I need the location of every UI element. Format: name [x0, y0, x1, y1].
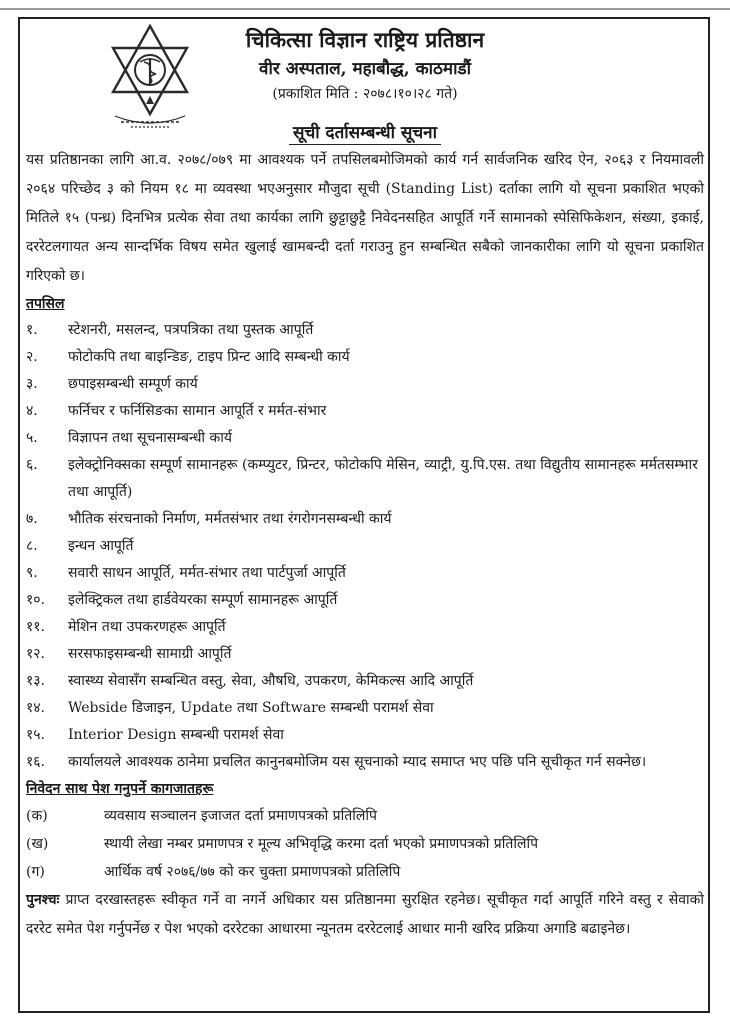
document-item: [26, 858, 704, 886]
notice-title-wrap: [0, 120, 730, 143]
item-number: ७.: [26, 511, 38, 527]
list-item: [26, 722, 704, 749]
published-date: (प्रकाशित मिति : २०७८।१०।२८ गते): [272, 86, 458, 102]
list-item: [26, 749, 704, 776]
list-item: [26, 317, 704, 344]
item-text: सवारी साधन आपूर्ति, मर्मत-संभार तथा पार्टपुर्जा आपूर्ति: [68, 565, 346, 581]
item-number: १.: [26, 322, 38, 338]
document-text: आर्थिक वर्ष २०७६/७७ को कर चुक्ता प्रमाणपत्रको प्रतिलिपि: [104, 864, 401, 880]
list-item: [26, 371, 704, 398]
item-text: इन्धन आपूर्ति: [68, 538, 134, 554]
header: [200, 24, 530, 106]
postscript-text: प्राप्त दरखास्तहरू स्वीकृत गर्ने वा नगर्ने अधिकार यस प्रतिष्ठानमा सुरक्षित रहनेछ। सूचीकृत गर्दा आपूर्ति गरिने वस्तु र सेवाको दररेट समेत पेश गर्नुपर्नेछ र पेश भएको दररेटका आधारमा न्यूनतम दररेटलाई आधार मानी खरिद प्रक्रिया अगाडि बढाइनेछ।: [26, 892, 704, 937]
intro-paragraph: यस प्रतिष्ठानका लागि आ.व. २०७८/०७९ मा आवश्यक पर्ने तपसिलबमोजिमको कार्य गर्न सार्वजनिक खरिद ऐन, २०६३ र नियमावली २०६४ परिच्छेद ३ को नियम १८ मा व्यवस्था भएअनुसार मौजुदा सूची (Standing List) दर्ताका लागि यो सूचना प्रकाशित भएको मितिले १५ (पन्ध्र) दिनभित्र प्रत्येक सेवा तथा कार्यका लागि छुट्टाछुट्टै निवेदनसहित आपूर्ति गर्ने सामानको स्पेसिफिकेशन, संख्या, इकाई, दररेटलगायत अन्य सान्दर्भिक विषय समेत खुलाई खामबन्दी दर्ता गराउनु हुन सम्बन्धित सबैको जानकारीका लागि यो सूचना प्रकाशित गरिएको छ।: [26, 152, 704, 284]
list-item: [26, 533, 704, 560]
item-number: १०.: [26, 592, 46, 608]
item-number: ८.: [26, 538, 38, 554]
item-text: फर्निचर र फर्निसिङका सामान आपूर्ति र मर्मत-संभार: [68, 403, 327, 419]
item-text: फोटोकपि तथा बाइन्डिङ, टाइप प्रिन्ट आदि सम्बन्धी कार्य: [68, 349, 350, 365]
hospital-address: वीर अस्पताल, महाबौद्ध, काठमाडौं: [259, 59, 471, 79]
item-text: मेशिन तथा उपकरणहरू आपूर्ति: [68, 619, 226, 635]
document-text: व्यवसाय सञ्चालन इजाजत दर्ता प्रमाणपत्रको प्रतिलिपि: [104, 808, 377, 824]
item-number: १३.: [26, 673, 46, 689]
list-item: [26, 587, 704, 614]
item-text: Webside डिजाइन, Update तथा Software सम्बन्धी परामर्श सेवा: [68, 700, 434, 716]
item-number: १२.: [26, 646, 46, 662]
item-number: १६.: [26, 754, 46, 770]
list-item: [26, 506, 704, 533]
item-number: २.: [26, 349, 38, 365]
postscript: [26, 886, 704, 944]
list-item: [26, 668, 704, 695]
item-text: स्वास्थ्य सेवासँग सम्बन्धित वस्तु, सेवा, औषधि, उपकरण, केमिकल्स आदि आपूर्ति: [68, 673, 474, 689]
document-number: (ख): [26, 836, 49, 852]
notice-title: सूची दर्तासम्बन्धी सूचना: [289, 123, 441, 145]
document-item: [26, 802, 704, 830]
documents-heading: निवेदन साथ पेश गनुपर्ने कागजातहरू: [26, 781, 214, 797]
item-number: ११.: [26, 619, 46, 635]
document-item: [26, 830, 704, 858]
top-divider: [0, 8, 730, 10]
list-item: [26, 695, 704, 722]
document-number: (क): [26, 808, 48, 824]
item-text: इलेक्ट्रिकल तथा हार्डवेयरका सम्पूर्ण सामानहरू आपूर्ति: [68, 592, 338, 608]
item-number: ९.: [26, 565, 38, 581]
item-number: ६.: [26, 457, 38, 473]
item-text: Interior Design सम्बन्धी परामर्श सेवा: [68, 727, 284, 743]
list-item: [26, 614, 704, 641]
list-item: [26, 452, 704, 506]
list-item: [26, 641, 704, 668]
item-text: विज्ञापन तथा सूचनासम्बन्धी कार्य: [68, 430, 233, 446]
document-text: स्थायी लेखा नम्बर प्रमाणपत्र र मूल्य अभिवृद्धि करमा दर्ता भएको प्रमाणपत्रको प्रतिलिपि: [104, 836, 539, 852]
item-text: स्टेशनरी, मसलन्द, पत्रपत्रिका तथा पुस्तक आपूर्ति: [68, 322, 314, 338]
item-number: ३.: [26, 376, 38, 392]
list-item: [26, 425, 704, 452]
list-item: [26, 344, 704, 371]
star-seal-logo-icon: [107, 22, 193, 130]
item-number: ५.: [26, 430, 38, 446]
list-item: [26, 560, 704, 587]
item-text: छपाइसम्बन्धी सम्पूर्ण कार्य: [68, 376, 198, 392]
item-number: १४.: [26, 700, 46, 716]
item-number: १५.: [26, 727, 46, 743]
item-text: इलेक्ट्रोनिक्सका सम्पूर्ण सामानहरू (कम्प्युटर, प्रिन्टर, फोटोकपि मेसिन, व्याट्री, यु.पि.एस. तथा विद्युतीय सामानहरू मर्मतसम्भार तथा आपूर्ति): [68, 457, 698, 500]
item-text: भौतिक संरचनाको निर्माण, मर्मतसंभार तथा रंगरोगनसम्बन्धी कार्य: [68, 511, 392, 527]
postscript-label: पुनश्चः: [26, 892, 60, 908]
details-heading: तपसिल: [26, 296, 65, 312]
list-item: [26, 398, 704, 425]
org-name: चिकित्सा विज्ञान राष्ट्रिय प्रतिष्ठान: [245, 27, 485, 52]
document-number: (ग): [26, 864, 45, 880]
item-text: सरसफाइसम्बन्धी सामाग्री आपूर्ति: [68, 646, 232, 662]
notice-body: [26, 146, 704, 944]
item-number: ४.: [26, 403, 38, 419]
item-text: कार्यालयले आवश्यक ठानेमा प्रचलित कानुनबमोजिम यस सूचनाको म्याद समाप्त भए पछि पनि सूचीकृत गर्न सक्नेछ।: [68, 754, 647, 770]
